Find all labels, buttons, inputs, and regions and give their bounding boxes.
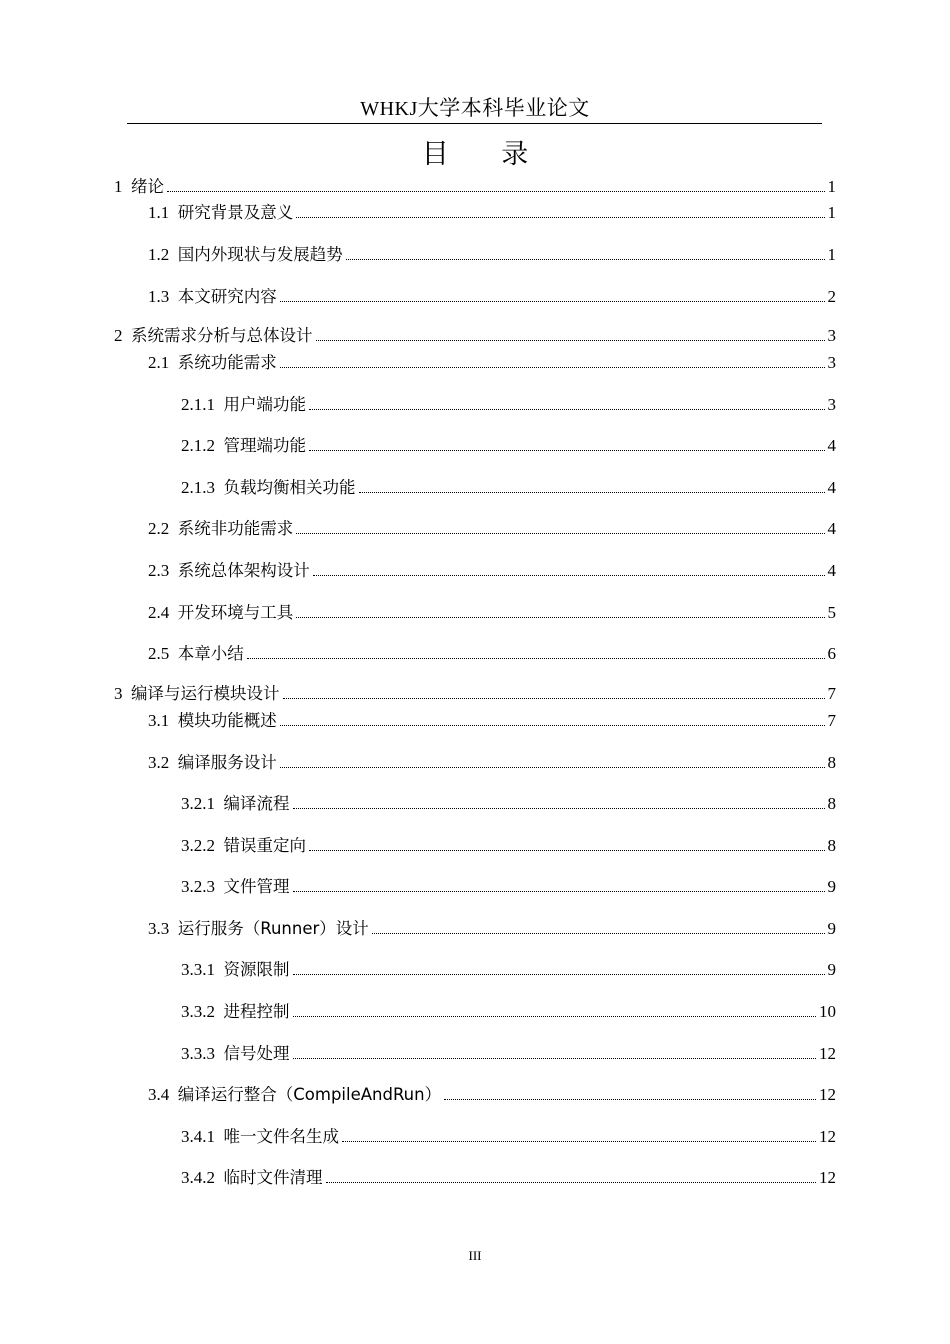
toc-entry-label: 系统功能需求 [177,353,277,372]
toc-entry-number: 1.1 [148,203,178,222]
toc-entry-3-3-1[interactable] [181,959,836,981]
dot-leader [293,1057,817,1059]
dot-leader [280,766,825,768]
toc-entry-2-5[interactable] [148,643,836,665]
toc-entry-label: 编译与运行模块设计 [131,684,280,703]
toc-entry-label: 运行服务（Runner）设计 [177,919,369,938]
dot-leader [296,616,824,618]
toc-entry-page: 8 [827,753,836,772]
toc-entry-number: 3.2.1 [181,794,224,813]
toc-entry-number: 3.3 [148,919,178,938]
toc-entry-label: 临时文件清理 [223,1168,323,1187]
toc-entry-number: 3.4.1 [181,1127,224,1146]
toc-entry-2-1[interactable] [148,352,836,374]
toc-entry-label: 本文研究内容 [177,287,277,306]
dot-leader [372,932,825,934]
toc-entry-page: 6 [827,644,836,663]
dot-leader [293,973,825,975]
toc-entry-3-2[interactable] [148,752,836,774]
toc-entry-label: 系统非功能需求 [177,519,294,538]
toc-entry-1[interactable] [114,176,836,198]
toc-entry-number: 3.3.2 [181,1002,224,1021]
toc-entry-2-1-1[interactable] [181,394,836,416]
toc-entry-2-2[interactable] [148,518,836,540]
toc-entry-label: 开发环境与工具 [177,603,294,622]
toc-entry-number: 2.3 [148,561,178,580]
dot-leader [283,697,825,699]
toc-entry-label: 国内外现状与发展趋势 [177,245,343,264]
toc-entry-page: 8 [827,794,836,813]
dot-leader [444,1098,816,1100]
toc-entry-2-1-3[interactable] [181,477,836,499]
toc-entry-label: 本章小结 [177,644,244,663]
toc-entry-3-2-2[interactable] [181,835,836,857]
dot-leader [296,532,824,534]
toc-entry-number: 3.3.3 [181,1044,224,1063]
toc-entry-label: 研究背景及意义 [177,203,294,222]
header-rule [127,123,822,124]
toc-entry-3-1[interactable] [148,710,836,732]
toc-entry-number: 3.3.1 [181,960,224,979]
toc-entry-number: 3.2 [148,753,178,772]
dot-leader [342,1140,816,1142]
dot-leader [280,300,825,302]
toc-entry-3-4[interactable] [148,1084,836,1106]
toc-entry-label: 用户端功能 [223,395,306,414]
toc-entry-number: 2.1 [148,353,178,372]
toc-entry-number: 1.3 [148,287,178,306]
dot-leader [296,216,824,218]
toc-entry-page: 1 [827,177,836,196]
dot-leader [280,366,825,368]
toc-entry-label: 错误重定向 [223,836,306,855]
toc-entry-page: 1 [827,245,836,264]
toc-entry-label: 资源限制 [223,960,290,979]
toc-entry-page: 12 [819,1168,836,1187]
toc-entry-label: 信号处理 [223,1044,290,1063]
toc-entry-page: 4 [827,436,836,455]
toc-entry-number: 3.4.2 [181,1168,224,1187]
toc-entry-label: 绪论 [131,177,164,196]
dot-leader [309,849,825,851]
toc-entry-page: 12 [819,1085,836,1104]
toc-entry-1-2[interactable] [148,244,836,266]
toc-entry-3-3[interactable] [148,918,836,940]
toc-entry-3[interactable] [114,683,836,705]
dot-leader [293,890,825,892]
dot-leader [293,807,825,809]
toc-entry-number: 3.1 [148,711,178,730]
toc-entry-number: 3.2.3 [181,877,224,896]
toc-entry-page: 7 [827,684,836,703]
toc-entry-3-4-1[interactable] [181,1126,836,1148]
toc-entry-3-2-1[interactable] [181,793,836,815]
toc-entry-page: 8 [827,836,836,855]
toc-entry-page: 5 [827,603,836,622]
toc-entry-number: 2.1.2 [181,436,224,455]
toc-entry-number: 2.2 [148,519,178,538]
dot-leader [309,408,825,410]
dot-leader [280,724,825,726]
toc-entry-page: 10 [819,1002,836,1021]
dot-leader [346,258,825,260]
toc-title: 目 录 [421,139,551,170]
toc-entry-3-2-3[interactable] [181,876,836,898]
toc-entry-label: 唯一文件名生成 [223,1127,339,1146]
toc-entry-page: 3 [827,353,836,372]
toc-entry-page: 3 [827,395,836,414]
running-header [0,92,950,122]
dot-leader [309,449,825,451]
toc-entry-1-3[interactable] [148,286,836,308]
dot-leader [293,1015,817,1017]
toc-entry-number: 1.2 [148,245,178,264]
toc-entry-number: 2.1.1 [181,395,224,414]
toc-entry-page: 7 [827,711,836,730]
dot-leader [247,657,825,659]
toc-entry-label: 编译运行整合（CompileAndRun） [177,1085,442,1104]
toc-entry-label: 文件管理 [223,877,290,896]
toc-entry-number: 3.2.2 [181,836,224,855]
dot-leader [167,190,825,192]
toc-entry-page: 4 [827,561,836,580]
toc-entry-label: 管理端功能 [223,436,306,455]
toc-entry-2-4[interactable] [148,602,836,624]
toc-entry-page: 9 [827,919,836,938]
toc-entry-2-3[interactable] [148,560,836,582]
toc-entry-page: 3 [827,326,836,345]
toc-entry-page: 12 [819,1127,836,1146]
toc-entry-label: 进程控制 [223,1002,290,1021]
toc-entry-number: 1 [114,177,131,196]
toc-entry-page: 9 [827,960,836,979]
toc-entry-2[interactable] [114,325,836,347]
toc-entry-3-4-2[interactable] [181,1167,836,1189]
toc-entry-page: 2 [827,287,836,306]
toc-entry-number: 2.1.3 [181,478,224,497]
toc-entry-page: 12 [819,1044,836,1063]
toc-entry-label: 系统总体架构设计 [177,561,310,580]
toc-entry-label: 编译服务设计 [177,753,277,772]
toc-entry-page: 1 [827,203,836,222]
toc-entry-2-1-2[interactable] [181,435,836,457]
dot-leader [326,1181,817,1183]
toc-entry-3-3-2[interactable] [181,1001,836,1023]
dot-leader [313,574,825,576]
toc-entry-1-1[interactable] [148,202,836,224]
header-title: 大学本科毕业论文 [417,96,590,120]
toc-entry-label: 模块功能概述 [177,711,277,730]
toc-entry-label: 系统需求分析与总体设计 [131,326,313,345]
dot-leader [359,491,825,493]
toc-entry-page: 9 [827,877,836,896]
page-number: III [468,1248,482,1263]
dot-leader [316,339,825,341]
toc-entry-number: 2.5 [148,644,178,663]
toc-entry-page: 4 [827,519,836,538]
toc-entry-label: 负载均衡相关功能 [223,478,356,497]
toc-entry-number: 3.4 [148,1085,178,1104]
toc-entry-number: 2.4 [148,603,178,622]
toc-entry-number: 2 [114,326,131,345]
toc-entry-label: 编译流程 [223,794,290,813]
toc-entry-page: 4 [827,478,836,497]
toc-entry-3-3-3[interactable] [181,1043,836,1065]
toc-entry-number: 3 [114,684,131,703]
header-prefix: WHKJ [360,98,418,120]
